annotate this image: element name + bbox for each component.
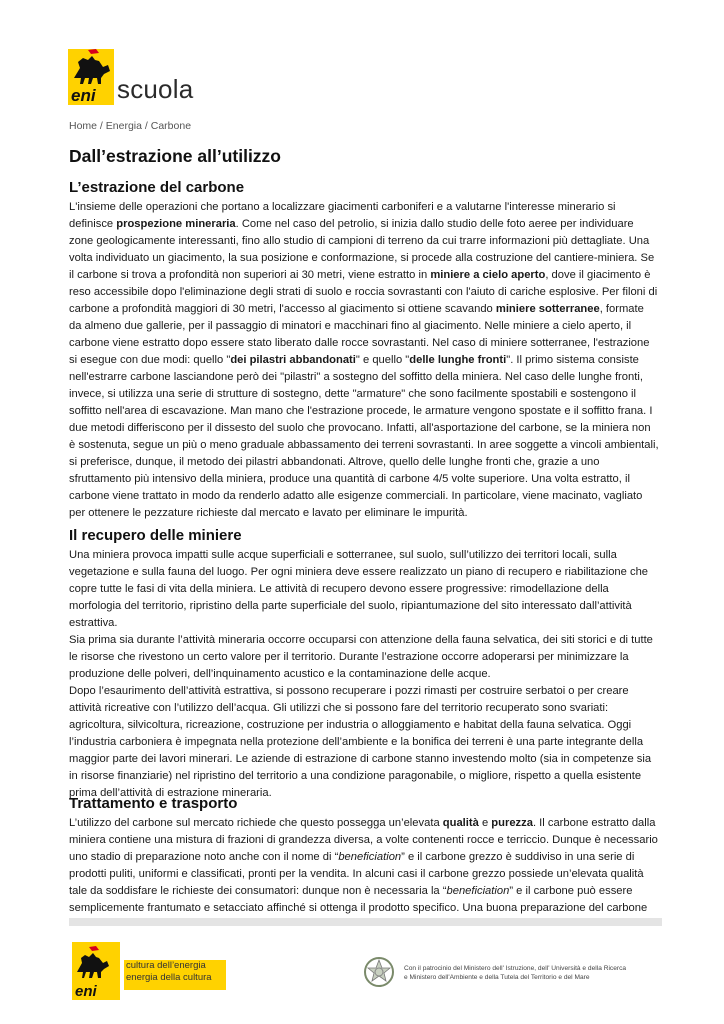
section-heading: Il recupero delle miniere: [69, 527, 242, 544]
page-title: Dall’estrazione all’utilizzo: [69, 146, 281, 166]
logo-word: scuola: [117, 74, 194, 104]
section-heading: L’estrazione del carbone: [69, 179, 245, 196]
breadcrumb-separator: /: [97, 120, 106, 132]
breadcrumb-section[interactable]: Energia: [105, 120, 142, 132]
breadcrumb-home[interactable]: Home: [69, 120, 98, 132]
section-body: L'insieme delle operazioni che portano a localizzare giacimenti carboniferi e a valutarne l'interesse minerario si definisce prospezione mineraria. Come nel caso del petrolio, si inizia dallo studio delle foto aeree per individuare zone geologicamente interessanti, fino allo studio di campioni di terreno da cui trarre informazioni più dettagliate. Una volta individuato un giacimento, la sua posizione e conformazione, si procede alla costruzione del cantiere-miniera. Se il carbone si trova a profondità non superiori ai 30 metri, viene estratto in miniere a cielo aperto, dove il giacimento è reso accessibile dopo l'eliminazione degli strati di suolo e roccia sovrastanti con l'aiuto di cariche esplosive. Per filoni di carbone a profondità maggiori di 30 metri, l'accesso al giacimento si ottiene scavando miniere sotterranee, formate da almeno due gallerie, per il passaggio di minatori e macchinari fino al giacimento. Nelle miniere a cielo aperto, il carbone viene estratto dopo essere stato liberato dalle rocce sovrastanti. Nel caso di miniere sotterranee, l'estrazione si esegue con due modi: quello "dei pilastri abbandonati" e quello "delle lunghe fronti". Il primo sistema consiste nell'estrarre carbone lasciandone però dei "pilastri" a sostegno del soffitto della miniera. Nel caso delle lunghe fronti, invece, si utilizza una serie di strutture di sostegno, dette "armature" che sono facilmente spostabili e sostengono il soffitto nell'area di escavazione. Man mano che l'estrazione procede, le armature vengono spostate e il soffitto frana. I due metodi differiscono per il dissesto del suolo che provocano. Infatti, all'asportazione del carbone, se la miniera non è sostenuta, segue un più o meno graduale abbassamento dei terreni sovrastanti. In aree soggette a vincoli ambientali, si preferisce, dunque, il metodo dei pilastri abbandonati. Altrove, quello delle lunghe fronti che, grazie a uno sfruttamento più intensivo della miniera, produce una quantità di carbone 4/5 volte superiore. Una volta estratto, il carbone viene trattato in modo da renderlo adatto alle esigenze commerciali. In particolare, viene macinato, vagliato per ottenere le pezzature richieste dal mercato e lavato per eliminare le impurità.: [69, 201, 659, 519]
footer-tagline: [124, 960, 212, 984]
section-estrazione: [69, 179, 659, 522]
logo-brand: eni: [71, 86, 96, 105]
section-trattamento: [69, 795, 659, 917]
section-recupero: [69, 527, 659, 802]
patronage-text: [404, 964, 674, 982]
italian-republic-emblem-icon: [363, 955, 395, 989]
breadcrumb-current: Carbone: [150, 120, 192, 132]
section-heading: Trattamento e trasporto: [69, 795, 238, 812]
tagline-line-2: energia della cultura: [126, 972, 212, 983]
section-body: L’utilizzo del carbone sul mercato richiede che questo possegga un’elevata qualità e purezza. Il carbone estratto dalla miniera contiene una mistura di frazioni di grandezza diversa, a volte contenenti rocce e terriccio. Dunque è necessario uno stadio di preparazione noto anche con il nome di “beneficiation” e il carbone grezzo è suddiviso in una serie di prodotti puliti, uniformi e classificati, pronti per la vendita. In alcuni casi il carbone grezzo possiede un’elevata qualità tale da soddisfare le richieste dei consumatori: dunque non è necessaria la “beneficiation” e il carbone può essere semplicemente frantumato e setacciato affinché si ottenga il prodotto specifico. Una buona preparazione del carbone: [69, 817, 658, 914]
breadcrumb: [69, 120, 191, 132]
patronage-line-2: e Ministero dell'Ambiente e della Tutela del Territorio e del Mare: [404, 974, 590, 981]
section-body: Una miniera provoca impatti sulle acque superficiali e sotterranee, sul suolo, sull’utilizzo dei territori locali, sulla vegetazione e sulla fauna del luogo. Per ogni miniera deve essere realizzato un piano di recupero e riabilitazione che copre tutte le fasi di vita della miniera. Le attività di recupero devono essere progressive: rimodellazione della morfologia del territorio, ripristino della parte superficiale del suolo, ripiantumazione del sito interessato dall’attività estrattiva. Sia prima sia durante l’attività mineraria occorre occuparsi con attenzione della fauna selvatica, dei siti storici e di tutte le risorse che rivestono un certo valore per il territorio. Durante l’estrazione occorre adoperarsi per minimizzare la produzione delle polveri, dell’inquinamento acustico e la contaminazione delle acque. Dopo l’esaurimento dell’attività estrattiva, si possono recuperare i pozzi rimasti per costruire serbatoi o per creare attività ricreative con l’utilizzo dell’acqua. Gli utilizzi che si possono fare del territorio recuperato sono svariati: agricoltura, silvicoltura, ricreazione, costruzione per industria o alloggiamento e habitat della fauna selvatica. Oggi l’industria carboniera è impegnata nella protezione dell’ambiente e la bonifica dei terreni è una parte integrante della maggior parte dei lavori minerari. Le aziende di estrazione di carbone stanno investendo molto (sia in competenze sia in risorse finanziarie) nel ripristino del territorio a una condizione paragonabile, o migliore, rispetto a quella esistente prima dell’attività di estrazione mineraria.: [69, 549, 653, 799]
page-continuation-bar: [69, 918, 662, 926]
patronage-line-1: Con il patrocinio del Ministero dell' Istruzione, dell' Università e della Ricerca: [404, 965, 627, 972]
footer-brand: eni: [75, 983, 97, 1000]
breadcrumb-separator: /: [141, 120, 151, 132]
tagline-line-1: cultura dell’energia: [126, 960, 206, 971]
